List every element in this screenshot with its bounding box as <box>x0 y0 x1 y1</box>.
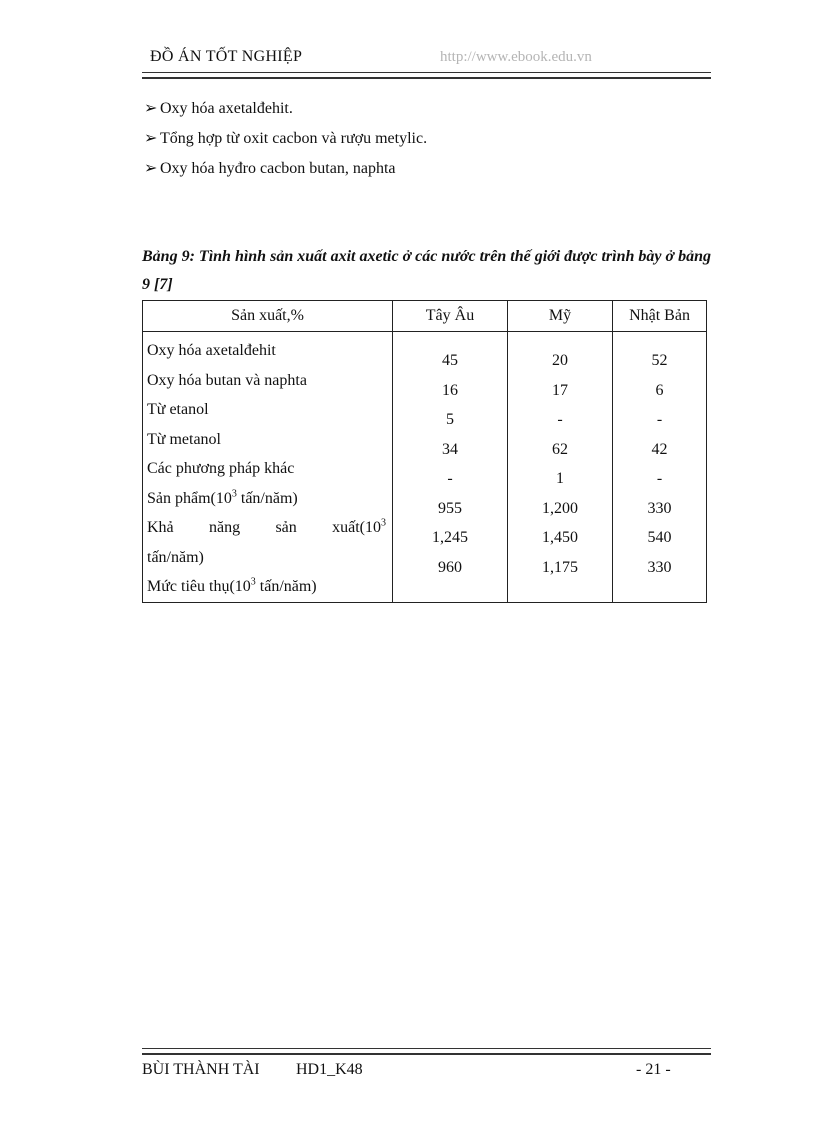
bullet-item <box>144 128 427 148</box>
row-label: Mức tiêu $thụ(10^3$ tấn/năm) <box>147 576 317 595</box>
tay-au-column <box>393 332 508 603</box>
table-caption: Bảng 9: Tình hình sản xuất axit axetic ở các nước trên thế giới được trình bày ở bảng 9 [7] <box>142 248 711 293</box>
row-label: Từ etanol <box>147 401 209 418</box>
cell-value: 1,245 <box>432 529 468 546</box>
cell-value: - <box>557 411 563 428</box>
header-tay-au: Tây Âu <box>393 301 508 332</box>
cell-value: 42 <box>651 440 668 458</box>
arrow-bullet-icon: ➢ <box>144 130 158 147</box>
arrow-bullet-icon: ➢ <box>144 100 158 117</box>
cell-value: 1,175 <box>542 558 578 576</box>
row-label: Từ metanol <box>147 430 221 448</box>
cell-value: 1,450 <box>542 529 578 546</box>
header-url[interactable]: http://www.ebook.edu.vn <box>440 49 592 65</box>
header-my: Mỹ <box>508 301 613 332</box>
cell-value: 45 <box>442 352 458 369</box>
cell-value: 540 <box>647 529 672 546</box>
row-label: tấn/năm) <box>147 548 204 566</box>
bullet-item <box>144 98 293 118</box>
label-column <box>143 332 393 603</box>
bullet-item <box>144 158 395 178</box>
row-label: Các phương pháp khác <box>147 460 295 477</box>
row-label: Sản $phẩm(10^3$ tấn/năm) <box>147 488 298 507</box>
cell-value: - <box>656 470 663 487</box>
cell-value: 1 <box>556 470 564 487</box>
cell-value: 330 <box>647 499 672 517</box>
arrow-bullet-icon: ➢ <box>144 160 158 177</box>
cell-value: 17 <box>552 381 568 399</box>
cell-value: 52 <box>651 352 668 369</box>
cell-value: 960 <box>438 558 462 576</box>
cell-value: 330 <box>647 558 672 576</box>
cell-value: 5 <box>446 411 454 428</box>
cell-value: - <box>447 470 453 487</box>
production-table <box>142 300 707 603</box>
cell-value: 955 <box>438 499 462 517</box>
cell-value: 16 <box>442 381 458 399</box>
cell-value: 1,200 <box>542 499 578 517</box>
bullet-text: Oxy hóa axetalđehit. <box>160 100 293 117</box>
bullet-text: Oxy hóa hyđro cacbon butan, naphta <box>160 160 396 177</box>
table-body-row <box>143 332 707 603</box>
nhat-ban-column <box>613 332 707 603</box>
page-number: - 21 - <box>636 1061 671 1078</box>
header-divider <box>142 72 711 79</box>
bullet-text: Tổng hợp từ oxit cacbon và rượu metylic. <box>160 130 428 147</box>
cell-value: 6 <box>655 381 664 399</box>
footer-class: HD1_K48 <box>296 1061 363 1078</box>
cell-value: 34 <box>442 440 458 458</box>
row-label: Oxy hóa axetalđehit <box>147 342 276 359</box>
my-column <box>508 332 613 603</box>
footer-divider <box>142 1048 711 1055</box>
row-label: Oxy hóa butan và naphta <box>147 371 307 389</box>
cell-value: - <box>656 411 663 428</box>
header-title: ĐỒ ÁN TỐT NGHIỆP <box>150 48 303 65</box>
header-production: Sản xuất,% <box>143 301 393 332</box>
cell-value: 20 <box>552 352 568 369</box>
cell-value: 62 <box>552 440 568 458</box>
table-header-row <box>143 301 707 332</box>
header-nhat-ban: Nhật Bản <box>613 301 707 332</box>
row-label: Khả năng sản $xuất(10^3$ <box>147 517 386 536</box>
footer-author: BÙI THÀNH TÀI <box>142 1061 260 1078</box>
